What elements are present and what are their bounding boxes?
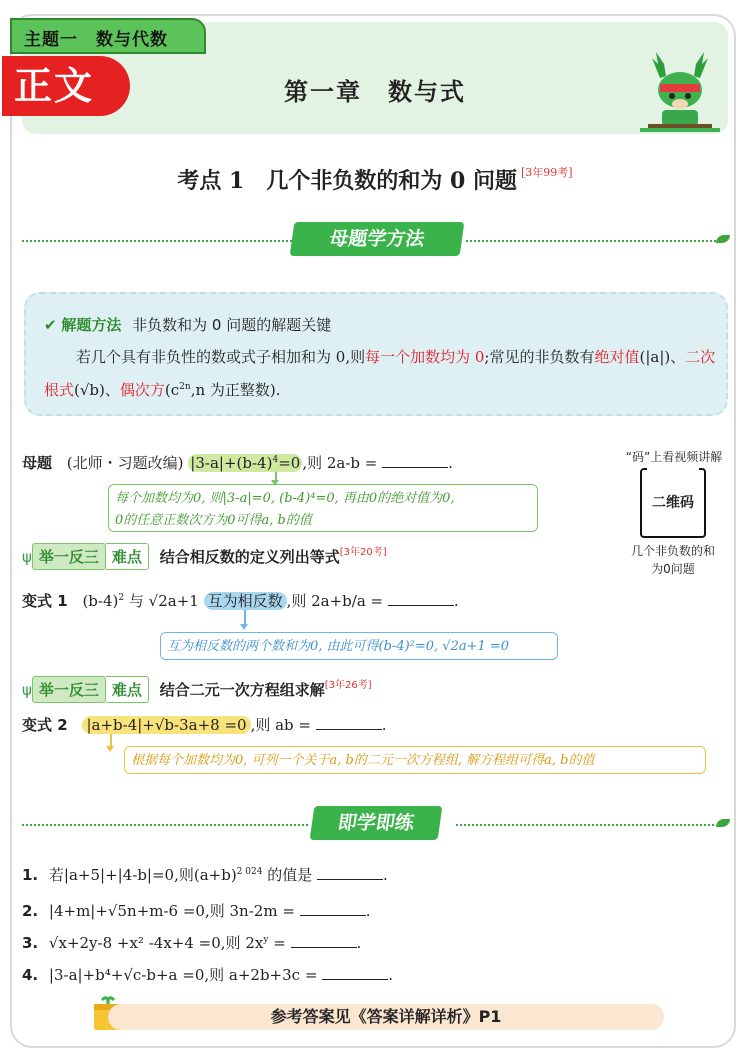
variation-1-expr-c: ,则 2a+b/a = [286, 592, 384, 610]
variation-1-highlight: 互为相反数 [204, 592, 287, 610]
deer-icon: ψ [22, 548, 32, 566]
method-body-c: (|a|)、 [639, 348, 686, 366]
mother-expr-end: =0 [278, 454, 301, 472]
variation-1-title: 结合相反数的定义列出等式 [159, 548, 340, 566]
exercise-text: 若|a+5|+|4-b|=0,则(a+b) [48, 866, 237, 884]
method-body-f: ,n 为正整数). [190, 381, 281, 399]
answer-blank[interactable] [291, 935, 357, 948]
variation-2-frequency: [3年26考] [324, 680, 372, 691]
point-frequency-tag: [3年99考] [521, 166, 573, 179]
method-heading [44, 314, 331, 335]
difficulty-tag: 难点 [106, 543, 149, 570]
mother-question-rest: ,则 2a-b = [302, 454, 378, 472]
variation-1-expr-b: 与 √2a+1 [124, 592, 204, 610]
exercise-1: 1. 若|a+5|+|4-b|=0,则$(a+b)^{2 024}$ 的值是 . [22, 866, 388, 884]
variation-2-hint: 根据每个加数均为0, 可列一个关于a, b的二元一次方程组, 解方程组可得a, b的值 [124, 746, 706, 774]
qr-caption-bottom [618, 542, 728, 578]
variation-1-label: 变式 1 [22, 592, 68, 610]
exercise-text: |4+m|+√5n+m-6 =0,则 3n-2m = [48, 902, 295, 920]
answer-blank[interactable] [388, 593, 454, 606]
variation-1-question: 变式 1 $(b-4)^2$ 与 √2a+1 互为相反数 ,则 2a+b/a = . [22, 592, 459, 610]
main-text-badge: 正文 [2, 56, 130, 116]
variation-1-frequency: [3年20考] [339, 547, 387, 558]
variation-2-question: 变式 2 |a+b-4|+√b-3a+8 =0 ,则 ab = . [22, 716, 387, 734]
variation-tag: 举一反三 [32, 676, 106, 703]
answer-blank[interactable] [317, 867, 383, 880]
variation-tag: 举一反三 [32, 543, 106, 570]
deer-mascot-icon [630, 50, 730, 136]
exercise-tail: = [268, 934, 286, 952]
exercise-number: 4. [22, 966, 39, 984]
variation-1-hint: 互为相反数的两个数和为0, 由此可得(b-4)²=0, √2a+1 =0 [160, 632, 558, 660]
divider-left [22, 824, 308, 826]
variation-1-expr-sup: 2 [118, 593, 125, 603]
answer-blank[interactable] [316, 717, 382, 730]
method-body-sup: 2n [179, 382, 191, 392]
hint-line-1: 每个加数均为0, 则|3-a|=0, (b-4)⁴=0, 再由0的绝对值为0, [115, 491, 455, 506]
note-arrow-icon [240, 624, 248, 630]
method-body-a: 若几个具有非负性的数或式子相加和为 0,则 [76, 348, 366, 366]
method-key-3: 二次根式 [44, 348, 716, 399]
mother-expr-sup: 4 [272, 455, 279, 465]
divider-right [456, 824, 714, 826]
exercise-text: |3-a|+b⁴+√c-b+a =0,则 a+2b+3c = [48, 966, 318, 984]
hint-line-2: 0的任意正数次方为0可得a, b的值 [115, 513, 312, 528]
divider-left [22, 240, 292, 242]
method-body [44, 342, 716, 405]
qr-caption-top: “码”上看视频讲解 [625, 450, 723, 464]
difficulty-tag: 难点 [106, 676, 149, 703]
point-title [0, 164, 750, 195]
exercise-sup: y [263, 935, 269, 945]
exercise-number: 2. [22, 902, 39, 920]
method-body-b: ;常见的非负数有 [484, 348, 595, 366]
exercise-number: 3. [22, 934, 39, 952]
variation-2-highlight: |a+b-4|+√b-3a+8 =0 [82, 716, 250, 734]
exercise-number: 1. [22, 866, 39, 884]
variation-1-expr-a: (b-4) [82, 592, 119, 610]
method-heading-text: 非负数和为 0 问题的解题关键 [132, 316, 332, 334]
variation-2-expr-c: ,则 ab = [250, 716, 311, 734]
method-body-d: (√b)、 [74, 381, 120, 399]
point-title-text: 考点 1 几个非负数的和为 0 问题 [177, 168, 517, 194]
method-key-2: 绝对值 [594, 348, 640, 366]
exercise-3: 3. √x+2y-8 +x² -4x+4 =0,则 $2x^y$ = . [22, 934, 362, 952]
mother-question: 母题 (北师・习题改编) $|3-a|+(b-4)^4=0$ ,则 2a-b = . [22, 454, 453, 472]
method-key-1: 每一个加数均为 0 [365, 348, 485, 366]
qr-caption-line-1: 几个非负数的和 [630, 544, 715, 558]
method-key-4: 偶次方 [119, 381, 165, 399]
answer-blank[interactable] [382, 455, 448, 468]
exercise-tail: 的值是 [262, 866, 313, 884]
topic-tab: 主题一 数与代数 [10, 18, 206, 54]
variation-2-heading [22, 676, 372, 703]
divider-right [466, 240, 716, 242]
variation-2-label: 变式 2 [22, 716, 68, 734]
deer-icon: ψ [22, 681, 32, 699]
mother-question-label: 母题 [22, 454, 53, 472]
method-body-e: (c [164, 381, 180, 399]
variation-1-heading [22, 543, 387, 570]
exercise-2: 2. |4+m|+√5n+m-6 =0,则 3n-2m = . [22, 902, 371, 920]
note-arrow-icon [106, 746, 114, 752]
mother-question-expr [188, 454, 302, 472]
exercise-text: √x+2y-8 +x² -4x+4 =0,则 2x [48, 934, 264, 952]
exercise-sup: 2 024 [236, 867, 263, 877]
section-banner-method: 母题学方法 [290, 222, 465, 256]
answer-blank[interactable] [322, 967, 388, 980]
mother-question-source: (北师・习题改编) [66, 454, 184, 472]
mother-question-hint [108, 484, 538, 532]
chapter-title: 第一章 数与式 [284, 78, 466, 106]
check-icon: ✔ [44, 316, 57, 334]
mother-expr-text: |3-a|+(b-4) [190, 454, 273, 472]
answer-blank[interactable] [300, 903, 366, 916]
section-banner-practice: 即学即练 [310, 806, 443, 840]
method-label: 解题方法 [61, 316, 122, 334]
answer-reference: 参考答案见《答案详解详析》P1 [108, 1004, 664, 1030]
qr-caption-line-2: 为0问题 [651, 562, 695, 576]
exercise-4: 4. |3-a|+b⁴+√c-b+a =0,则 a+2b+3c = . [22, 966, 393, 984]
qr-code[interactable]: 二维码 [640, 468, 706, 538]
variation-2-title: 结合二元一次方程组求解 [159, 681, 325, 699]
